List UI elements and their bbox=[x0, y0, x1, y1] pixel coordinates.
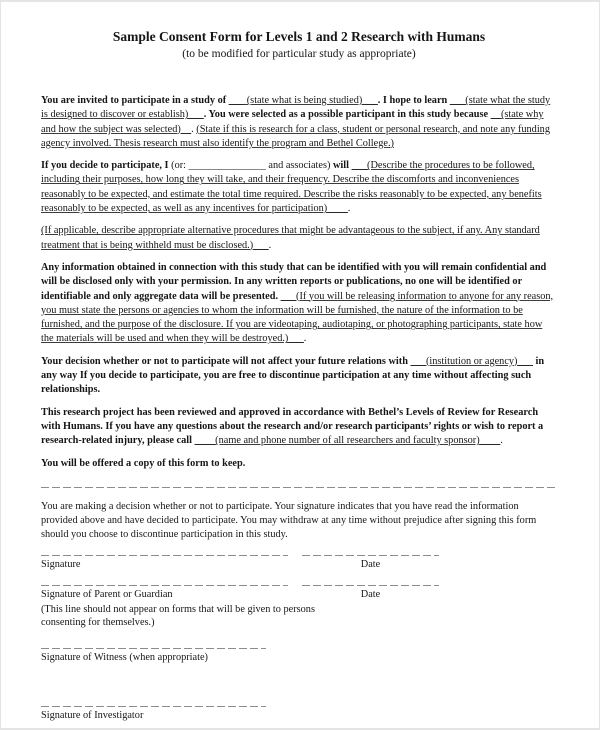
parent-guardian-note: (This line should not appear on forms that will be given to persons consenting for themselves.) bbox=[41, 603, 315, 629]
signature-row-witness bbox=[41, 648, 557, 665]
parent-guardian-signature-line bbox=[41, 585, 288, 586]
review-approval-paragraph: This research project has been reviewed and approved in accordance with Bethel’s Levels of Review for Research with Humans. If you have any questions about the research and/or research participants’ rights or wish to report a research-related injury, please call ____(name and phone number of all researchers and faculty sponsor)____. bbox=[41, 406, 544, 447]
signature-row-parent-guardian bbox=[41, 585, 557, 602]
participant-signature-label: Signature bbox=[41, 558, 81, 570]
signature-row-investigator bbox=[41, 706, 557, 723]
form-subtitle: (to be modified for particular study as appropriate) bbox=[182, 48, 416, 60]
procedures-paragraph: If you decide to participate, I (or: _______________ and associates) will ___(Describe the procedures to be followed, including their purposes, how long they will take, and their frequency. Describe the discomforts and inconveniences reasonably to be expected, and estimate the total time required. Describe the risks reasonably to be expected, any benefits reasonably to be expected, as well as any incentives for participation)____. bbox=[41, 160, 542, 215]
copy-offer-paragraph: You will be offered a copy of this form to keep. bbox=[41, 457, 246, 469]
participant-date-line bbox=[302, 555, 439, 556]
witness-signature-label: Signature of Witness (when appropriate) bbox=[41, 651, 208, 663]
participant-date-label: Date bbox=[360, 558, 381, 570]
form-title: Sample Consent Form for Levels 1 and 2 Research with Humans bbox=[112, 29, 486, 44]
separator-line bbox=[41, 487, 557, 488]
participant-signature-line bbox=[41, 555, 288, 556]
parent-guardian-signature-label: Signature of Parent or Guardian bbox=[41, 589, 173, 601]
alternatives-paragraph: (If applicable, describe appropriate alternative procedures that might be advantageous to the subject, if any. Any standard treatment that is being withheld must be disclosed.)___. bbox=[41, 225, 540, 251]
parent-guardian-date-label: Date bbox=[360, 589, 381, 601]
parent-guardian-date-line bbox=[302, 585, 439, 586]
investigator-signature-label: Signature of Investigator bbox=[41, 710, 144, 722]
signature-row-participant bbox=[41, 555, 557, 572]
witness-signature-line bbox=[41, 648, 266, 649]
future-relations-paragraph: Your decision whether or not to participate will not affect your future relations with ___(institution or agency)___ in any way If you decide to participate, you are free to discontinue participation at any time without affecting such relationships. bbox=[41, 355, 545, 396]
investigator-signature-line bbox=[41, 706, 266, 707]
invitation-paragraph: You are invited to participate in a study of ___ (state what is being studied)___. I hope to learn ___(state what the study is designed to discover or establish)___. You were selected as a possible participant in this study because __(state why and how the subject was selected)__. (State if this is research for a class, student or personal research, and note any funding agency involved. Thesis research must also identify the program and Bethel College.) bbox=[41, 95, 551, 149]
decision-paragraph: You are making a decision whether or not to participate. Your signature indicates that you have read the information provided above and have decided to participate. You may withdraw at any time without prejudice after signing this form should you choose to discontinue participation in this study. bbox=[41, 500, 537, 541]
confidentiality-paragraph: Any information obtained in connection with this study that can be identified with you will remain confidential and will be disclosed only with your permission. In any written reports or publications, no one will be identified or identifiable and only aggregate data will be presented. ___(If you will be releasing information to anyone for any reason, you must state the persons or agencies to whom the information will be furnished, the nature of the information to be furnished, and the purpose of the disclosure. If you are videotaping, audiotaping, or photographing participants, state how the materials will be used and when they will be destroyed.)___. bbox=[41, 261, 554, 345]
